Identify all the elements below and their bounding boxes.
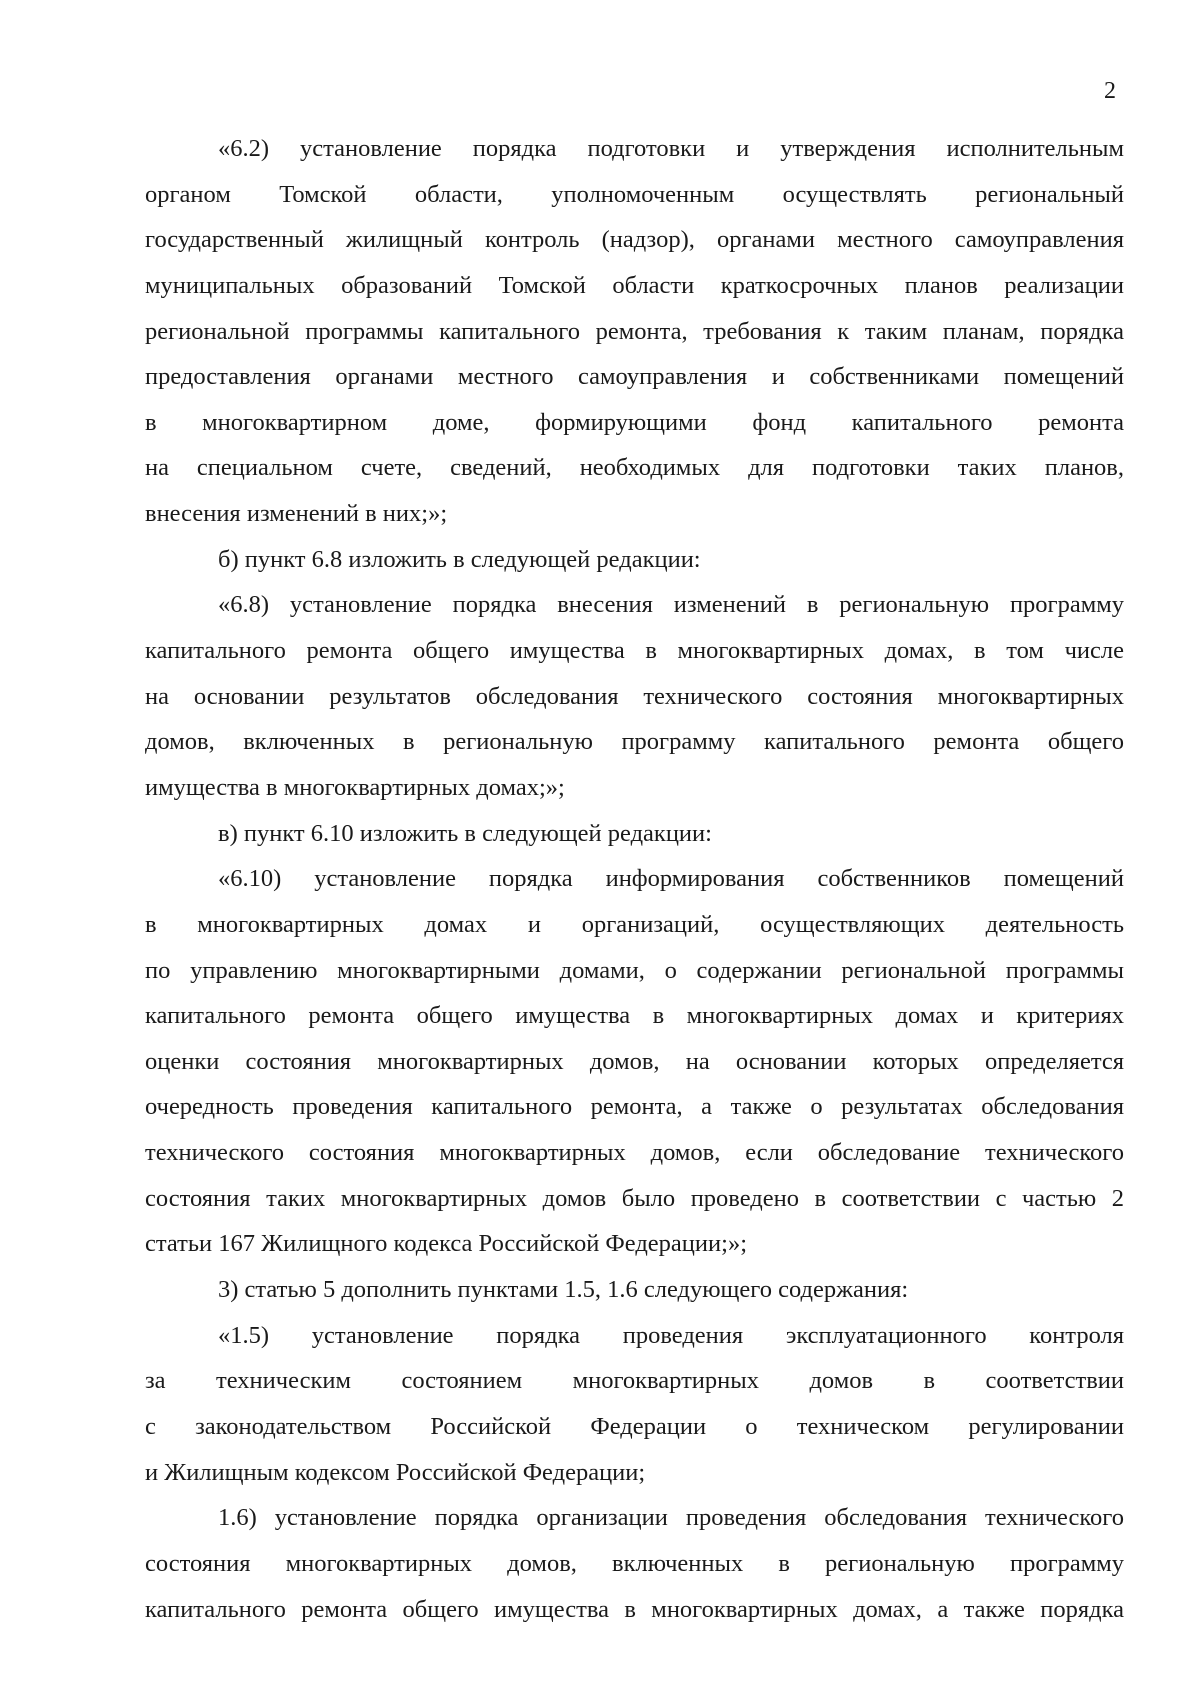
text-line: на основании результатов обследования технического состояния многоквартирных [145, 682, 1124, 710]
text-line: имущества в многоквартирных домах;»; [145, 773, 565, 801]
text-line: состояния таких многоквартирных домов было проведено в соответствии с частью 2 [145, 1184, 1124, 1212]
text-line: муниципальных образований Томской области краткосрочных планов реализации [145, 271, 1124, 299]
text-line: и Жилищным кодексом Российской Федерации; [145, 1458, 646, 1486]
text-line: в многоквартирных домах и организаций, осуществляющих деятельность [145, 910, 1124, 938]
text-line: капитального ремонта общего имущества в многоквартирных домах, а также порядка [145, 1595, 1124, 1623]
text-line: 1.6) установление порядка организации проведения обследования технического [218, 1504, 1124, 1532]
page-number: 2 [1104, 78, 1116, 104]
text-line: с законодательством Российской Федерации о техническом регулировании [145, 1412, 1124, 1440]
text-line: «6.10) установление порядка информирования собственников помещений [218, 865, 1124, 893]
text-line: домов, включенных в региональную программу капитального ремонта общего [145, 728, 1124, 756]
text-line: «1.5) установление порядка проведения эксплуатационного контроля [218, 1321, 1124, 1349]
text-line: по управлению многоквартирными домами, о содержании региональной программы [145, 956, 1124, 984]
text-line: технического состояния многоквартирных домов, если обследование технического [145, 1139, 1124, 1167]
text-line: органом Томской области, уполномоченным осуществлять региональный [145, 180, 1124, 208]
text-line: 3) статью 5 дополнить пунктами 1.5, 1.6 следующего содержания: [218, 1276, 909, 1304]
text-line: предоставления органами местного самоуправления и собственниками помещений [145, 363, 1124, 391]
text-line: капитального ремонта общего имущества в многоквартирных домах и критериях [145, 1002, 1124, 1030]
text-line: «6.8) установление порядка внесения изменений в региональную программу [218, 591, 1124, 619]
text-line: состояния многоквартирных домов, включенных в региональную программу [145, 1549, 1124, 1577]
document-body [145, 126, 1124, 1632]
text-line: в многоквартирном доме, формирующими фонд капитального ремонта [145, 408, 1124, 436]
text-line: оценки состояния многоквартирных домов, на основании которых определяется [145, 1047, 1124, 1075]
text-line: в) пункт 6.10 изложить в следующей редакции: [218, 819, 712, 847]
text-line: на специальном счете, сведений, необходимых для подготовки таких планов, [145, 454, 1124, 482]
text-line: за техническим состоянием многоквартирных домов в соответствии [145, 1367, 1124, 1395]
text-line: внесения изменений в них;»; [145, 500, 448, 528]
text-line: статьи 167 Жилищного кодекса Российской Федерации;»; [145, 1230, 747, 1258]
text-line: б) пункт 6.8 изложить в следующей редакции: [218, 545, 701, 573]
text-line: региональной программы капитального ремонта, требования к таким планам, порядка [145, 317, 1124, 345]
text-line: капитального ремонта общего имущества в многоквартирных домах, в том числе [145, 637, 1124, 665]
text-line: государственный жилищный контроль (надзор), органами местного самоуправления [145, 226, 1124, 254]
text-line: «6.2) установление порядка подготовки и утверждения исполнительным [218, 135, 1124, 162]
text-line: очередность проведения капитального ремонта, а также о результатах обследования [145, 1093, 1124, 1121]
